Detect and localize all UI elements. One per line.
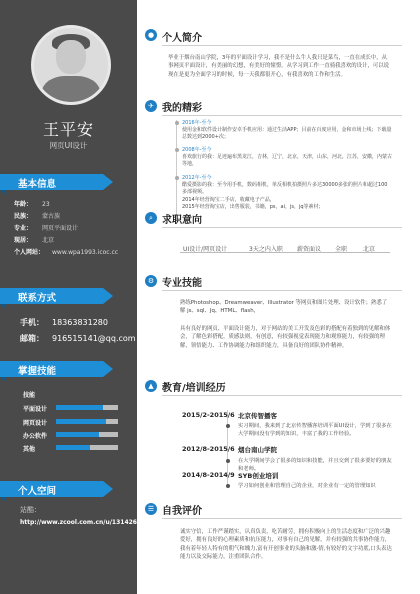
brilliant-item-3: 2012年-至今 酷爱摄影的我：至今用手机，数码相机，单反相机拍摄照片多达30000多张的照片和超过100多部视频。 [182,175,388,195]
graduation-cap-icon: ▲ [145,380,157,392]
skills-header: 掌握技能 [0,361,103,377]
profile-job: 网页UI设计 [49,141,88,150]
eval-title: 自我评价 [162,506,202,517]
edu-date-1: 2015/2-2015/6 [182,411,235,419]
edu-dot [226,459,230,463]
edu-school-3: SYB创业培训 [238,472,279,480]
info-major: 专业： 网页平面设计 [14,225,79,232]
skill-label-office: 办公软件 [23,433,48,440]
search-icon: ⌕ [145,212,157,224]
skills-subheader: 技能 [23,392,36,399]
timeline-dot [175,176,179,180]
intention-city: 北京 [363,246,376,253]
edu-title: 教育/培训经历 [162,383,226,394]
settings-icon: ⚙ [145,275,157,287]
edu-dot [226,424,230,428]
basic-info-header: 基本信息 [0,174,103,190]
info-website[interactable]: 个人网站： www.wpa1993.icoc.cc [14,249,119,256]
contact-phone: 手机： 18363831280 [20,318,108,327]
skill-bar-office [56,432,118,437]
contact-email[interactable]: 邮箱： 916515141@qq.com [20,334,136,343]
brilliant-title: 我的精彩 [162,103,202,114]
brilliant-item-4: 2014年经营淘宝二手店，收藏电子产品， [182,197,275,203]
brilliant-item-2: 2008年-至今 喜欢旅行的我：足迹遍布黑龙江，吉林，辽宁，北京，天津，山东，河北，江苏，安徽，内蒙古等地， [182,147,393,167]
edu-desc-2: 在大学期间学会了很多的知识和技能，并且交到了很多要好的朋友和老师。 [238,458,392,472]
intro-text: 毕业于烟台南山学院，3年的平面设计学习，我不是什么牛人我只是菜鸟，一直在成长中，从事网页平面设计，有美丽的幻想，有美好的憧憬。从学习到工作一直骑我喜欢的设计，可以说现在是更为全面学习的时候，每一天我都很开心，有我喜欢的工作和生活。 [168,55,390,78]
plane-icon: ✈ [145,100,157,112]
eval-text: 诚实守信，工作严谨踏实，认真负责，吃苦耐劳，拥有积极向上的生活态度和广泛的兴趣爱好，拥有良好的心理素质和抗压能力，对事有自己的见解，并有较强的共事协作能力，我有着年轻人特有的朝气和魄力,富有开创事业的头脑和激-情,有较好的文字功底,口头表达能力以及交际能力，注重团队合作。 [180,529,392,560]
pro-skills-title: 专业技能 [162,278,202,289]
brilliant-item-5: 2015年经营淘宝店，出售服装，书籍，ps，ai，js，jq等素材； [182,204,324,210]
sidebar [0,0,146,594]
space-header: 个人空间 [0,481,103,497]
info-residence: 现居： 北京 [14,237,55,244]
pro-skills-text: 熟练Photoshop、Dreamweaver、Illustrator 等网页和图片处理、设计软件；熟悉了解 js、sql、Jq、HTML、flash， [180,300,388,315]
skill-label-graphic: 平面设计 [23,406,48,413]
eval-divider [162,518,402,519]
edu-divider [162,395,402,396]
skill-bar-other [56,445,118,450]
pro-skills-divider [162,290,402,291]
edu-school-1: 北京传智播客 [238,412,277,420]
skill-bar-graphic [56,405,118,410]
intention-underline [180,252,390,253]
intention-divider [162,227,402,228]
brilliant-timeline [176,120,177,215]
space-label: 站酷： [20,506,41,514]
skill-bar-web [56,419,118,424]
intention-start: 3天之内入职 [249,246,283,253]
intention-salary: 薪资面议 [297,246,322,253]
brilliant-divider [162,115,402,116]
edu-date-3: 2014/8-2014/9 [182,471,235,479]
intention-title: 求职意向 [162,215,202,226]
timeline-dot [175,148,179,152]
timeline-dot [175,121,179,125]
brilliant-item-1: 2016年-至今 使用金和软件设计制作安卓手机应用：通过生活APP；目前在百度应用，金和市场上线；下载量总数达到2000+次； [182,120,392,140]
profile-name: 王平安 [42,120,94,139]
space-url-link[interactable]: http://www.zcool.com.cn/u/13142658 [20,519,146,526]
skill-label-web: 网页设计 [23,420,48,427]
document-icon: ☰ [145,503,157,515]
intention-position: UI设计/网页设计 [183,246,228,253]
edu-school-2: 烟台南山学院 [238,446,277,454]
info-age: 年龄： 23 [14,201,50,208]
person-icon: ● [145,29,157,41]
edu-desc-1: 实习期间，我来到了北京传智播客培训平面UI设计，学到了很多在大学期间没有学到的知识，丰富了我的工作经验。 [238,423,392,437]
intro-title: 个人简介 [162,33,202,44]
skill-label-other: 其他 [23,446,36,453]
intention-type: 全职 [335,246,348,253]
info-ethnicity: 民族： 蒙古族 [14,213,61,220]
avatar [31,25,111,105]
intro-divider [162,45,402,46]
pro-skills-text-2: 具有良好的网页、平面设计能力，对于网站的美工开发及色彩的搭配有着独到的见解和体会，了解色彩搭配，质感法则，有创意，有较强视觉表现能力和观察能力，有较强的理解，领悟能力、工作协调能力和组织能力，具备良好的团队协作精神。 [180,326,391,349]
edu-dot [226,484,230,488]
edu-date-2: 2012/8-2015/6 [182,445,235,453]
edu-desc-3: 学习如何创业和管理自己的企业，对企业有一定的管理知识 [238,483,376,489]
contact-header: 联系方式 [0,288,103,304]
